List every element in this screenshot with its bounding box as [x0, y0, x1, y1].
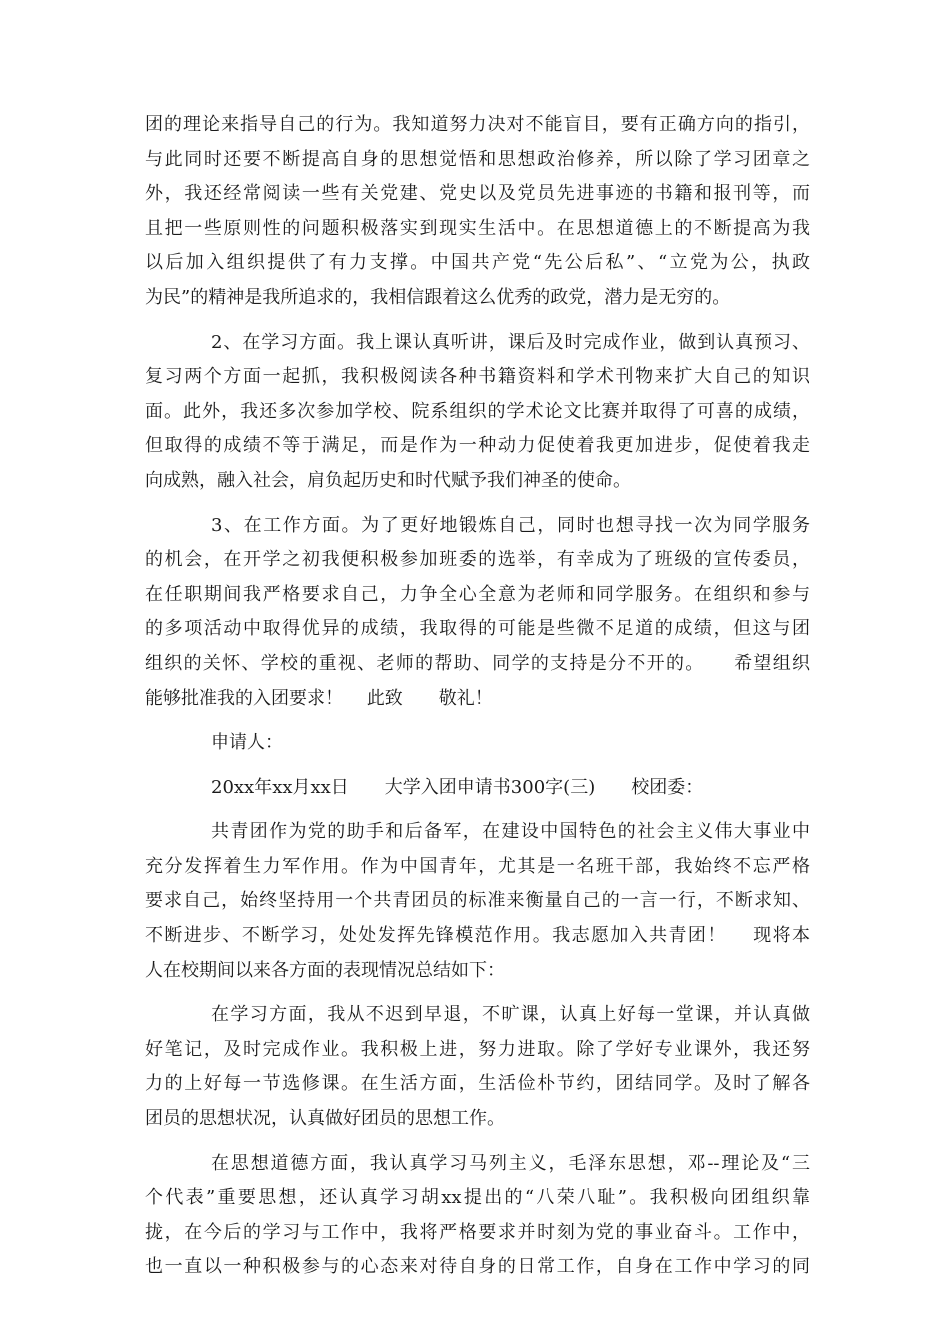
text-line: 好笔记，及时完成作业。我积极上进，努力进取。除了学好专业课外，我还努: [145, 1038, 810, 1060]
paragraph-intro: [145, 815, 810, 988]
text-line: 但取得的成绩不等于满足，而是作为一种动力促使着我更加进步，促使着我走: [145, 435, 810, 457]
text-line: 3、在工作方面。为了更好地锻炼自己，同时也想寻找一次为同学服务: [211, 514, 810, 536]
text-line: 复习两个方面一起抓，我积极阅读各种书籍资料和学术刊物来扩大自己的知识: [145, 366, 810, 388]
text-line: 能够批准我的入团要求！ 此致 敬礼！: [145, 687, 493, 709]
text-line: 在思想道德方面，我认真学习马列主义，毛泽东思想，邓--理论及“三: [211, 1152, 810, 1174]
text-line: 要求自己，始终坚持用一个共青团员的标准来衡量自己的一言一行，不断求知、: [145, 890, 810, 912]
paragraph-ideology: [145, 1147, 810, 1285]
paragraph-study-2: [145, 998, 810, 1136]
text-line: 2、在学习方面。我上课认真听讲，课后及时完成作业，做到认真预习、: [211, 331, 810, 353]
paragraph-1: [145, 108, 810, 316]
text-line: 向成熟，融入社会，肩负起历史和时代赋予我们神圣的使命。: [145, 469, 631, 491]
text-line: 的机会，在开学之初我便积极参加班委的选举，有幸成为了班级的宣传委员，: [145, 549, 810, 571]
text-line: 申请人：: [211, 732, 283, 754]
text-line: 不断进步、不断学习，处处发挥先锋模范作用。我志愿加入共青团！ 现将本: [145, 925, 810, 947]
text-line: 在学习方面，我从不迟到早退，不旷课，认真上好每一堂课，并认真做: [211, 1004, 810, 1026]
text-line: 力的上好每一节选修课。在生活方面，生活俭朴节约，团结同学。及时了解各: [145, 1073, 810, 1095]
date-heading-line: [145, 771, 810, 806]
text-line: 外，我还经常阅读一些有关党建、党史以及党员先进事迹的书籍和报刊等，而: [145, 183, 810, 205]
text-line: 人在校期间以来各方面的表现情况总结如下：: [145, 959, 505, 981]
text-line: 为民”的精神是我所追求的，我相信跟着这么优秀的政党，潜力是无穷的。: [145, 286, 731, 308]
text-line: 团的理论来指导自己的行为。我知道努力决对不能盲目，要有正确方向的指引，: [145, 114, 810, 135]
applicant-line: [145, 726, 810, 761]
paragraph-study: [145, 326, 810, 499]
text-line: 以后加入组织提供了有力支撑。中国共产党“先公后私”、“立党为公，执政: [145, 252, 810, 274]
text-line: 且把一些原则性的问题积极落实到现实生活中。在思想道德上的不断提高为我: [145, 217, 810, 239]
text-line: 拢，在今后的学习与工作中，我将严格要求并时刻为党的事业奋斗。工作中，: [145, 1221, 810, 1243]
text-line: 共青团作为党的助手和后备军，在建设中国特色的社会主义伟大事业中: [211, 821, 810, 843]
text-line: 团员的思想状况，认真做好团员的思想工作。: [145, 1108, 505, 1130]
text-line: 也一直以一种积极参与的心态来对待自身的日常工作，自身在工作中学习的同: [145, 1256, 810, 1278]
text-line: 充分发挥着生力军作用。作为中国青年，尤其是一名班干部，我始终不忘严格: [145, 855, 810, 877]
text-line: 20xx年xx月xx日 大学入团申请书300字(三) 校团委：: [211, 776, 704, 798]
text-line: 的多项活动中取得优异的成绩，我取得的可能是些微不足道的成绩，但这与团: [145, 618, 810, 640]
text-line: 在任职期间我严格要求自己，力争全心全意为老师和同学服务。在组织和参与: [145, 583, 810, 605]
text-line: 组织的关怀、学校的重视、老师的帮助、同学的支持是分不开的。 希望组织: [145, 652, 810, 674]
document-page: [145, 108, 810, 1295]
text-line: 面。此外，我还多次参加学校、院系组织的学术论文比赛并取得了可喜的成绩，: [145, 400, 810, 422]
text-line: 个代表”重要思想，还认真学习胡xx提出的“八荣八耻”。我积极向团组织靠: [145, 1187, 810, 1209]
paragraph-work: [145, 509, 810, 717]
text-line: 与此同时还要不断提高自身的思想觉悟和思想政治修养，所以除了学习团章之: [145, 148, 810, 170]
